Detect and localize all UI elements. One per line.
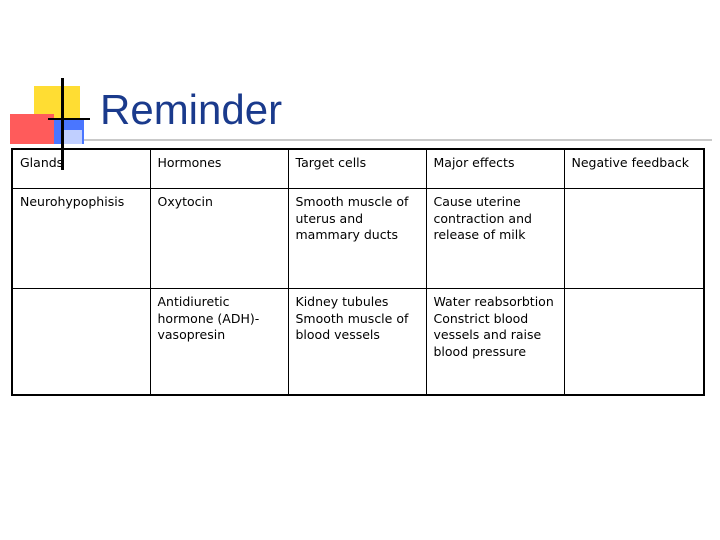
target-cell [288,189,426,289]
header-negative-feedback: Negative feedback [564,149,704,189]
effect-line: Cause uterine contraction and release of milk [433,194,532,242]
logo-horizontal-line [48,118,90,120]
target-line: Kidney tubules [295,294,389,309]
hormone-cell: Oxytocin [150,189,288,289]
table-row [12,289,704,396]
target-line: Smooth muscle of blood vessels [295,310,409,342]
feedback-cell [564,189,704,289]
effect-line: Constrict blood vessels and raise blood pressure [433,310,542,359]
effect-cell [426,289,564,396]
feedback-cell [564,289,704,396]
gland-cell [12,289,150,396]
effect-cell [426,189,564,289]
gland-cell: Neurohypophisis [12,189,150,289]
header-glands: Glands [12,149,150,189]
header-major-effects: Major effects [426,149,564,189]
hormone-cell: Antidiuretic hormone (ADH)- vasopresin [150,289,288,396]
hormone-table [11,148,705,396]
header-hormones: Hormones [150,149,288,189]
table-row [12,189,704,289]
effect-line: Water reabsorbtion [433,294,554,309]
target-line: Smooth muscle of uterus and mammary ducts [295,194,409,242]
header-target-cells: Target cells [288,149,426,189]
slide-title: Reminder [100,86,283,133]
title-underline [84,139,712,141]
logo-highlight [64,130,82,150]
table-header-row [12,149,704,189]
target-cell [288,289,426,396]
